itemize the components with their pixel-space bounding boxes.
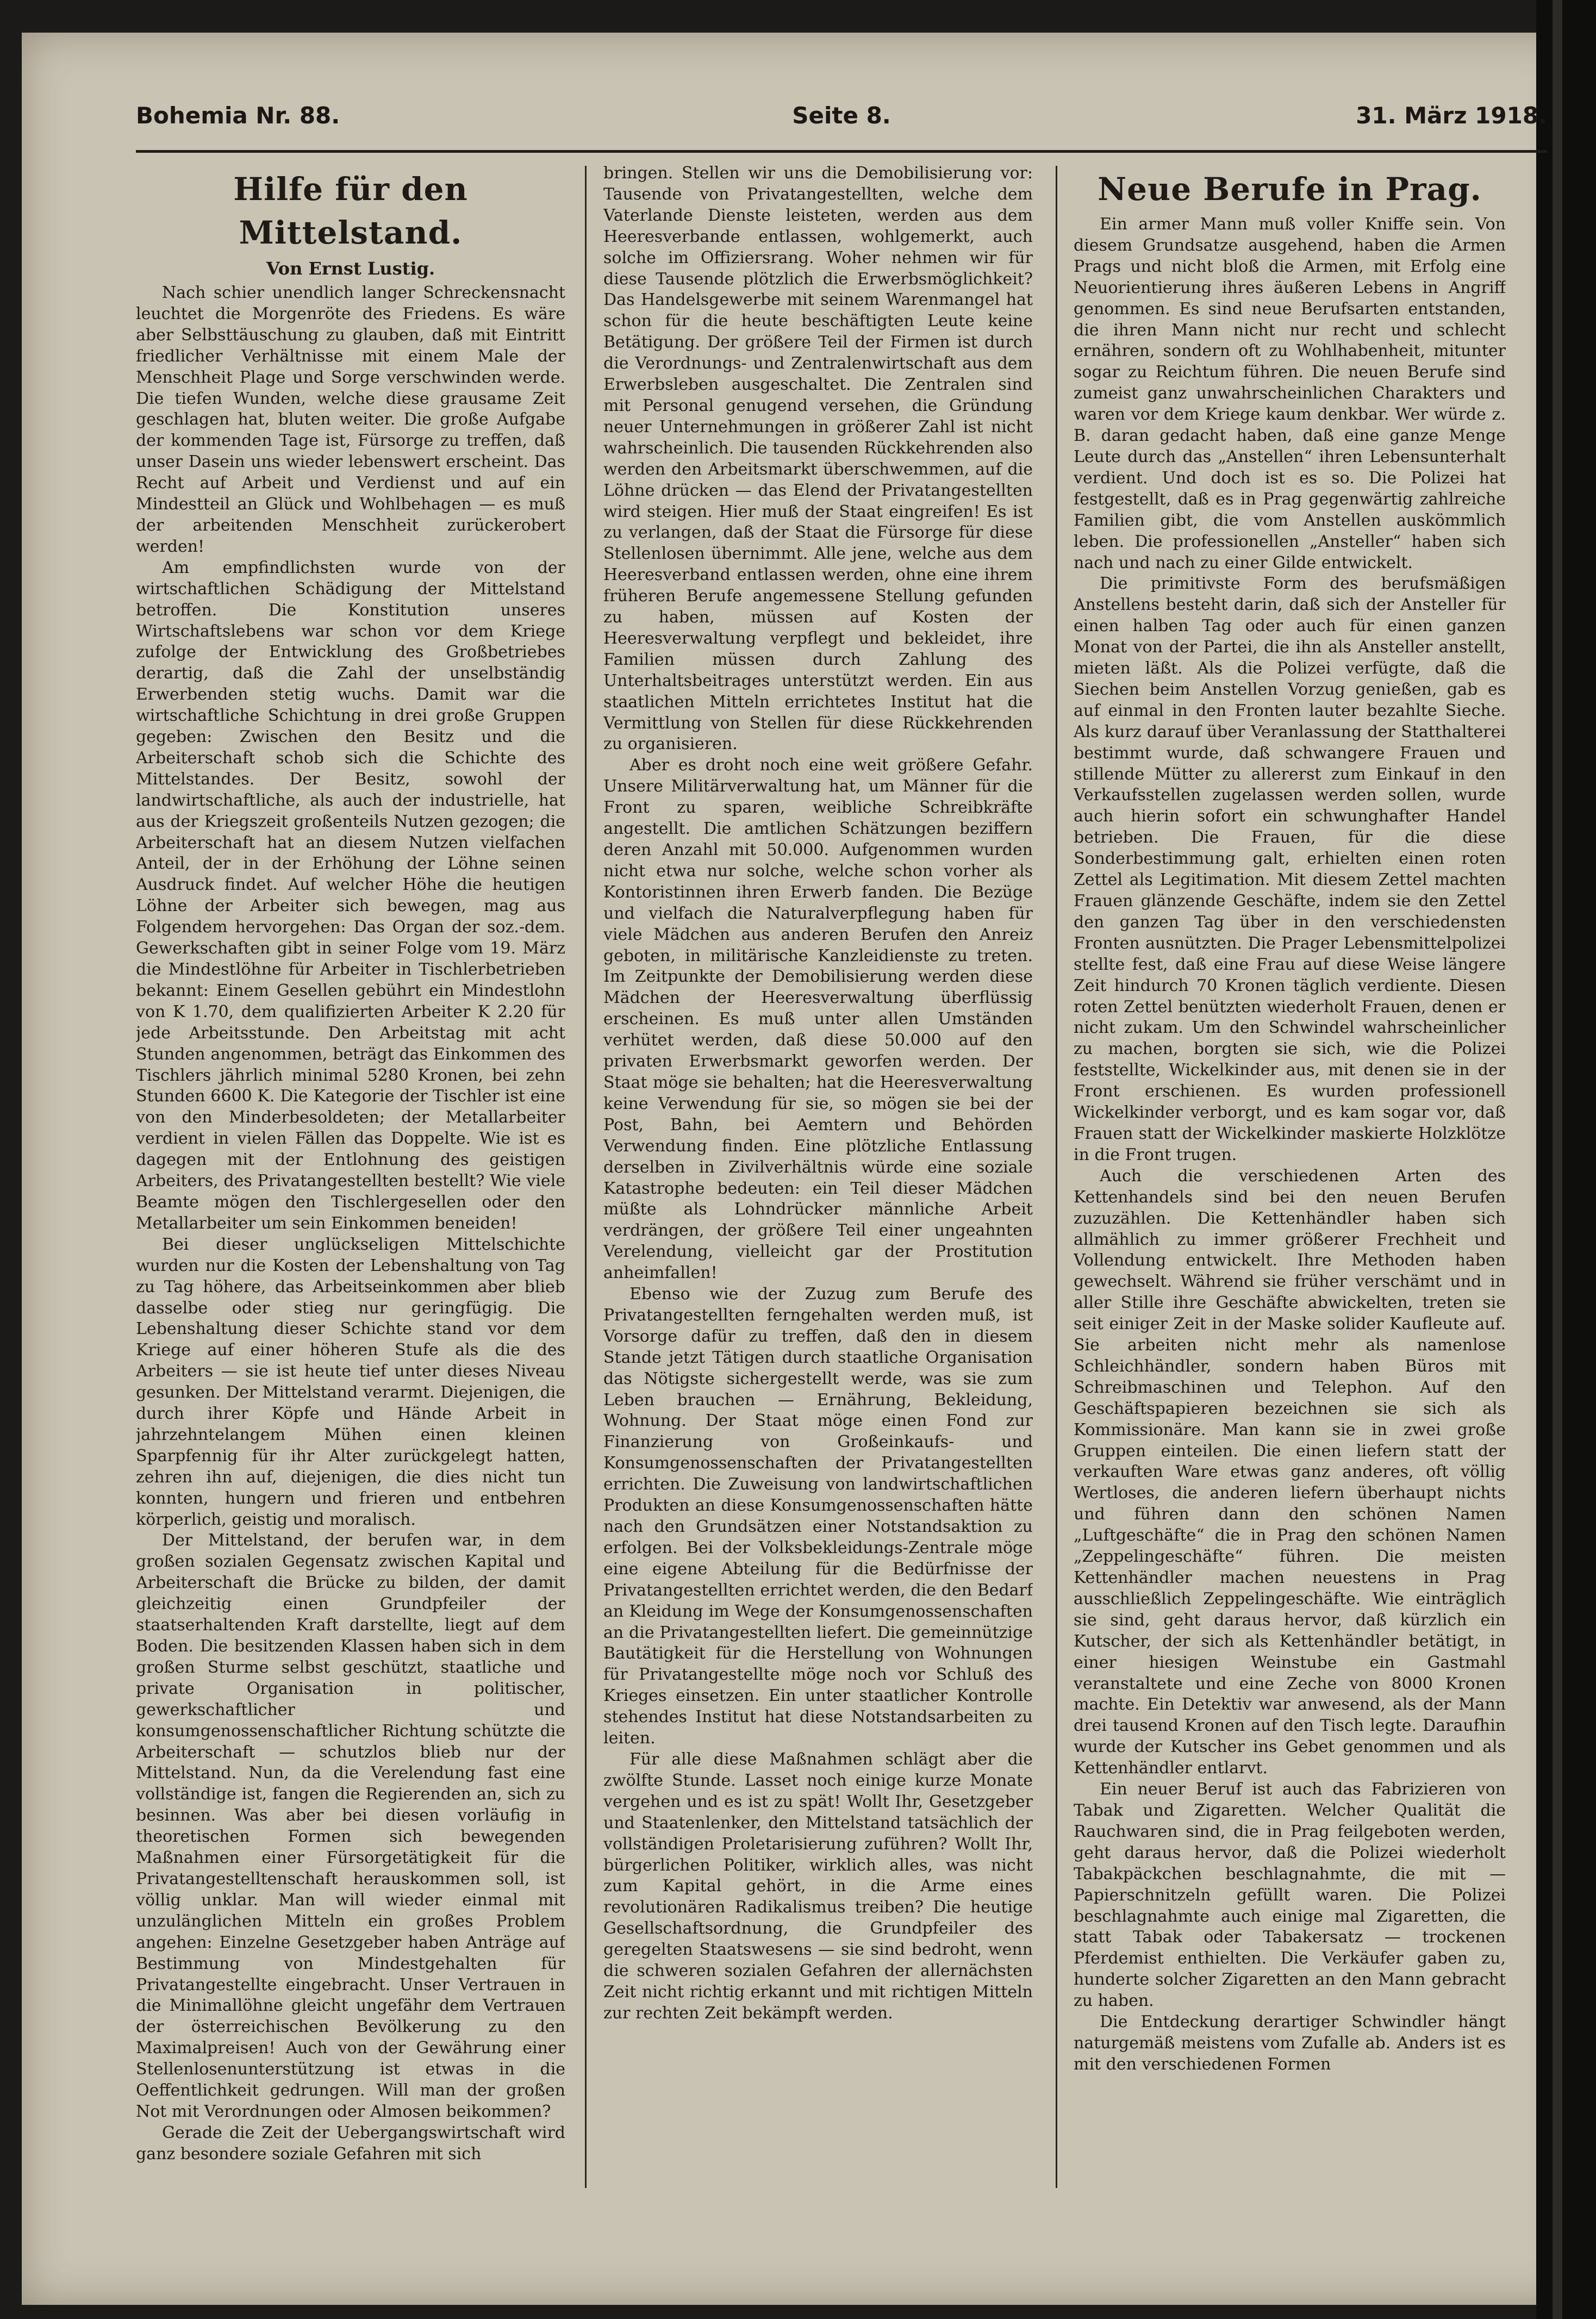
column-3: [1074, 163, 1506, 2272]
paragraph: Ebenso wie der Zuzug zum Berufe des Privatangestellten ferngehalten werden muß, ist Vorsorge dafür zu treffen, daß den in diesem Stande jetzt Tätigen durch staatliche Organisation das Nötigste sichergestellt werde, was sie zum Leben brauchen — Ernährung, Bekleidung, Wohnung. Der Staat möge einen Fond zur Finanzierung von Großeinkaufs- und Konsumgenossenschaften der Privatangestellten errichten. Die Zuweisung von landwirtschaftlichen Produkten an diese Konsumgenossenschaften hätte nach den Grundsätzen einer Notstandsaktion zu erfolgen. Bei der Volksbekleidungs-Zentrale möge eine eigene Abteilung für die Bedürfnisse der Privatangestellten errichtet werden, die den Bedarf an Kleidung im Wege der Konsumgenossenschaften an die Privatangestellten liefert. Die gemeinnützige Bautätigkeit für die Herstellung von Wohnungen für Privatangestellte möge noch vor Schluß des Krieges einsetzen. Ein unter staatlicher Kontrolle stehendes Institut hat diese Notstandsarbeiten zu leiten.: [603, 1285, 1033, 1748]
paragraph: Auch die verschiedenen Arten des Kettenhandels sind bei den neuen Berufen zuzuzählen. Die Kettenhändler haben sich allmählich zu immer größerer Frechheit und Vollendung entwickelt. Ihre Methoden haben gewechselt. Während sie früher verschämt und in aller Stille ihre Geschäfte abwickelten, treten sie seit einiger Zeit in der Maske solider Kaufleute auf. Sie arbeiten nicht mehr als namenlose Schleichhändler, sondern haben Büros mit Schreibmaschinen und Telephon. Auf den Geschäftspapieren bezeichnen sie sich als Kommissionäre. Man kann sie in zwei große Gruppen einteilen. Die einen liefern statt der verkauften Ware etwas ganz anderes, oft völlig Wertloses, die anderen liefern überhaupt nichts und führen dann den schönen Namen „Luftgeschäfte“ die in Prag den schönen Namen „Zeppelingeschäfte“ führen. Die meisten Kettenhändler machen neuestens in Prag ausschließlich Zeppelingeschäfte. Wie einträglich sie sind, geht daraus hervor, daß kürzlich ein Kutscher, der sich als Kettenhändler betätigt, in einer hiesigen Weinstube ein Gastmahl veranstaltete und eine Zeche von 8000 Kronen machte. Ein Detektiv war anwesend, als der Mann drei tausend Kronen auf den Tisch legte. Daraufhin wurde der Kutscher ins Gebet genommen und als Kettenhändler entlarvt.: [1074, 1166, 1506, 1778]
paragraph: Die Entdeckung derartiger Schwindler hängt naturgemäß meistens vom Zufalle ab. Anders ist es mit den verschiedenen Formen: [1074, 2012, 1506, 2074]
paragraph: Ein neuer Beruf ist auch das Fabrizieren von Tabak und Zigaretten. Welcher Qualität die Rauchwaren sind, die in Prag feilgeboten werden, geht daraus hervor, daß die Polizei wiederholt Tabakpäckchen beschlagnahmte, die mit — Papierschnitzeln gefüllt waren. Die Polizei beschlagnahmte auch einige mal Zigaretten, die statt Tabak oder Tabakersatz — trockenen Pferdemist enthielten. Die Verkäufer gaben zu, hunderte solcher Zigaretten an den Mann gebracht zu haben.: [1074, 1780, 1506, 2011]
paragraph: Für alle diese Maßnahmen schlägt aber die zwölfte Stunde. Lasset noch einige kurze Monate vergehen und es ist zu spät! Wollt Ihr, Gesetzgeber und Staatenlenker, den Mittelstand tatsächlich der vollständigen Proletarisierung zuführen? Wollt Ihr, bürgerlichen Politiker, wirklich alles, was nicht zum Kapital gehört, in die Arme eines revolutionären Radikalismus treiben? Die heutige Gesellschaftsordnung, die Grundpfeiler des geregelten Staatswesens — sie sind bedroht, wenn die schweren sozialen Gefahren der allernächsten Zeit nicht richtig erkannt und mit richtigen Mitteln zur rechten Zeit bekämpft werden.: [603, 1749, 1033, 2023]
scan-edge: [1536, 0, 1596, 2319]
publication-date: 31. März 1918.: [1356, 102, 1547, 129]
paragraph: Bei dieser unglückseligen Mittelschichte wurden nur die Kosten der Lebenshaltung von Tag zu Tag höhere, das Arbeitseinkommen aber blieb dasselbe oder stieg nur geringfügig. Die Lebenshaltung dieser Schichte stand vor dem Kriege auf einer höheren Stufe als die des Arbeiters — sie ist heute tief unter dieses Niveau gesunken. Der Mittelstand verarmt. Diejenigen, die durch ihrer Köpfe und Hände Arbeit in jahrzehntelangem Mühen einen kleinen Sparpfennig für ihr Alter zurückgelegt hatten, zehren ihn auf, diejenigen, die dies nicht tun konnten, hungern und frieren und entbehren körperlich, geistig und moralisch.: [136, 1235, 565, 1529]
column-1: [136, 163, 565, 2272]
page-number: Seite 8.: [792, 102, 891, 129]
article-title: Neue Berufe in Prag.: [1098, 171, 1482, 208]
paragraph: Gerade die Zeit der Uebergangswirtschaft wird ganz besondere soziale Gefahren mit sich: [136, 2123, 565, 2164]
page-header: [136, 97, 1547, 146]
publication-issue: Bohemia Nr. 88.: [136, 102, 340, 129]
paragraph: Nach schier unendlich langer Schreckensnacht leuchtet die Morgenröte des Friedens. Es wäre aber Selbsttäuschung zu glauben, daß mit Eintritt friedlicher Verhältnisse mit einem Male der Menschheit Plage und Sorge verschwinden werde. Die tiefen Wunden, welche diese grausame Zeit geschlagen hat, bluten weiter. Die große Aufgabe der kommenden Tage ist, Fürsorge zu treffen, daß unser Dasein uns wieder lebenswert erscheint. Das Recht auf Arbeit und Verdienst und auf ein Mindestteil an Glück und Wohlbehagen — es muß der arbeitenden Menschheit zurückerobert werden!: [136, 283, 565, 556]
header-rule: [136, 150, 1547, 153]
paragraph: Der Mittelstand, der berufen war, in dem großen sozialen Gegensatz zwischen Kapital und Arbeiterschaft die Brücke zu bilden, der damit gleichzeitig einen Grundpfeiler der staatserhaltenden Kraft darstellte, liegt auf dem Boden. Die besitzenden Klassen haben sich in dem großen Sturme selbst geschützt, staatliche und private Organisation in politischer, gewerkschaftlicher und konsumgenossenschaftlicher Richtung schützte die Arbeiterschaft — schutzlos blieb nur der Mittelstand. Nun, da die Verelendung fast eine vollständige ist, fangen die Regierenden an, sich zu besinnen. Was aber bei diesen vorläufig in theoretischen Formen sich bewegenden Maßnahmen einer Fürsorgetätigkeit für die Privatangestelltenschaft herauskommen soll, ist völlig unklar. Man will wieder einmal mit unzulänglichen Mitteln ein großes Problem angehen: Einzelne Gesetzgeber haben Anträge auf Bestimmung von Mindestgehalten für Privatangestellte eingebracht. Unser Vertrauen in die Minimallöhne gleicht ungefähr dem Vertrauen der österreichischen Bevölkerung zu den Maximalpreisen! Auch von der Gewährung einer Stellenlosenunterstützung ist etwas in die Oeffentlichkeit gedrungen. Will man der großen Not mit Verordnungen oder Almosen beikommen?: [136, 1531, 565, 2121]
column-2: [603, 163, 1033, 2272]
column-divider: [1056, 166, 1057, 2188]
paragraph: Die primitivste Form des berufsmäßigen Anstellens besteht darin, daß sich der Ansteller für einen halben Tag oder auch für einen ganzen Monat von der Partei, die ihn als Ansteller anstellt, mieten läßt. Als die Polizei verfügte, daß die Siechen beim Anstellen Vorzug genießen, gab es auf einmal in den Fronten lauter bezahlte Sieche. Als kurz darauf über Veranlassung der Statthalterei bestimmt wurde, daß schwangere Frauen und stillende Mütter zu allererst zum Einkauf in den Verkaufsstellen zugelassen werden sollen, wurde auch hierin sofort ein schwunghafter Handel betrieben. Die Frauen, für die diese Sonderbestimmung galt, erhielten einen roten Zettel als Legitimation. Mit diesem Zettel machten Frauen glänzende Geschäfte, indem sie den Zettel den ganzen Tag über in den verschiedensten Fronten ausnützten. Die Prager Lebensmittelpolizei stellte fest, daß eine Frau auf diese Weise längere Zeit hindurch 70 Kronen täglich verdiente. Diesen roten Zettel benützten wiederholt Frauen, denen er nicht zukam. Um den Schwindel wahrscheinlicher zu machen, borgten sie sich, wie die Polizei feststellte, Wickelkinder aus, mit denen sie in der Front erschienen. Es wurden professionell Wickelkinder verborgt, und es kam sogar vor, daß Frauen statt der Wickelkinder maskierte Holzklötze in die Front trugen.: [1074, 574, 1506, 1164]
paragraph: bringen. Stellen wir uns die Demobilisierung vor: Tausende von Privatangestellten, welche dem Vaterlande Dienste leisteten, werden aus dem Heeresverbande entlassen, wohlgemerkt, auch solche im Offiziersrang. Woher nehmen wir für diese Tausende plötzlich die Erwerbsmöglichkeit? Das Handelsgewerbe mit seinem Warenmangel hat schon für die heute beschäftigten Leute keine Betätigung. Der größere Teil der Firmen ist durch die Verordnungs- und Zentralenwirtschaft aus dem Erwerbsleben ausgeschaltet. Die Zentralen sind mit Personal genugend versehen, die Gründung neuer Unternehmungen in größerer Zahl ist nicht wahrscheinlich. Die tausenden Rückkehrenden also werden den Arbeitsmarkt überschwemmen, auf die Löhne drücken — das Elend der Privatangestellten wird steigen. Hier muß der Staat eingreifen! Es ist zu verlangen, daß der Staat die Fürsorge für diese Stellenlosen übernimmt. Alle jene, welche aus dem Heeresverband entlassen werden, ohne eine ihrem früheren Berufe angemessene Stellung gefunden zu haben, müssen auf Kosten der Heeresverwaltung verpflegt und bekleidet, ihre Familien müssen durch Zahlung des Unterhaltsbeitrages unterstützt werden. Ein aus staatlichen Mitteln errichtetes Institut hat die Vermittlung von Stellen für diese Rückkehrenden zu organisieren.: [603, 164, 1033, 754]
article-title: Hilfe für den Mittelstand.: [233, 171, 468, 251]
paragraph: Ein armer Mann muß voller Kniffe sein. Von diesem Grundsatze ausgehend, haben die Armen Prags und nicht bloß die Armen, mit Erfolg eine Neuorientierung ihres äußeren Lebens in Angriff genommen. Es sind neue Berufsarten entstanden, die ihren Mann nicht nur recht und schlecht ernähren, sondern oft zu Wohlhabenheit, mitunter sogar zu Reichtum führen. Die neuen Berufe sind zumeist ganz unwahrscheinlichen Charakters und waren vor dem Kriege kaum denkbar. Wer würde z. B. daran gedacht haben, daß eine ganze Menge Leute durch das „Anstellen“ ihren Lebensunterhalt verdient. Und doch ist es so. Die Polizei hat festgestellt, daß es in Prag gegenwärtig zahlreiche Familien gibt, die vom Anstellen auskömmlich leben. Die professionellen „Ansteller“ haben sich nach und nach zu einer Gilde entwickelt.: [1074, 215, 1506, 572]
column-divider: [585, 166, 587, 2188]
article-author: Von Ernst Lustig.: [266, 258, 435, 279]
paragraph: Aber es droht noch eine weit größere Gefahr. Unsere Militärverwaltung hat, um Männer für die Front zu sparen, weibliche Schreibkräfte angestellt. Die amtlichen Schätzungen beziffern deren Anzahl mit 50.000. Aufgenommen wurden nicht etwa nur solche, welche schon vorher als Kontoristinnen ihren Erwerb fanden. Die Bezüge und vielfach die Naturalverpflegung haben für viele Mädchen aus anderen Berufen den Anreiz geboten, in militärische Kanzleidienste zu treten. Im Zeitpunkte der Demobilisierung werden diese Mädchen der Heeresverwaltung überflüssig erscheinen. Es muß unter allen Umständen verhütet werden, daß diese 50.000 auf den privaten Erwerbsmarkt geworfen werden. Der Staat möge sie behalten; hat die Heeresverwaltung keine Verwendung für sie, so mögen sie bei der Post, Bahn, bei Aemtern und Behörden Verwendung finden. Eine plötzliche Entlassung derselben in Zivilverhältnis würde eine soziale Katastrophe bedeuten: ein Teil dieser Mädchen müßte als Lohndrücker männliche Arbeit verdrängen, der größere Teil einer ungeahnten Verelendung, vielleicht gar der Prostitution anheimfallen!: [603, 756, 1033, 1283]
scan-fold: [1553, 0, 1562, 2319]
paragraph: Am empfindlichsten wurde von der wirtschaftlichen Schädigung der Mittelstand betroffen. Die Konstitution unseres Wirtschaftslebens war schon vor dem Kriege zufolge der Entwicklung des Großbetriebes derartig, daß die Zahl der unselbständig Erwerbenden stetig wuchs. Damit war die wirtschaftliche Schichtung in drei große Gruppen gegeben: Zwischen den Besitz und die Arbeiterschaft schob sich die Schichte des Mittelstandes. Der Besitz, sowohl der landwirtschaftliche, als auch der industrielle, hat aus der Kriegszeit großenteils Nutzen gezogen; die Arbeiterschaft hat an diesem Nutzen vielfachen Anteil, der in der Erhöhung der Löhne seinen Ausdruck findet. Auf welcher Höhe die heutigen Löhne der Arbeiter sich bewegen, mag aus Folgendem hervorgehen: Das Organ der soz.-dem. Gewerkschaften gibt in seiner Folge vom 19. März die Mindestlöhne für Arbeiter in Tischlerbetrieben bekannt: Einem Gesellen gebührt ein Mindestlohn von K 1.70, dem qualifizierten Arbeiter K 2.20 für jede Arbeitsstunde. Den Arbeitstag mit acht Stunden angenommen, beträgt das Einkommen des Tischlers jährlich minimal 5280 Kronen, bei zehn Stunden 6600 K. Die Kategorie der Tischler ist eine von den Minderbesoldeten; der Metallarbeiter verdient in vielen Fällen das Doppelte. Wie ist es dagegen mit der Entlohnung des geistigen Arbeiters, des Privatangestellten bestellt? Wie viele Beamte mögen den Tischlergesellen oder den Metallarbeiter um sein Einkommen beneiden!: [136, 558, 565, 1233]
